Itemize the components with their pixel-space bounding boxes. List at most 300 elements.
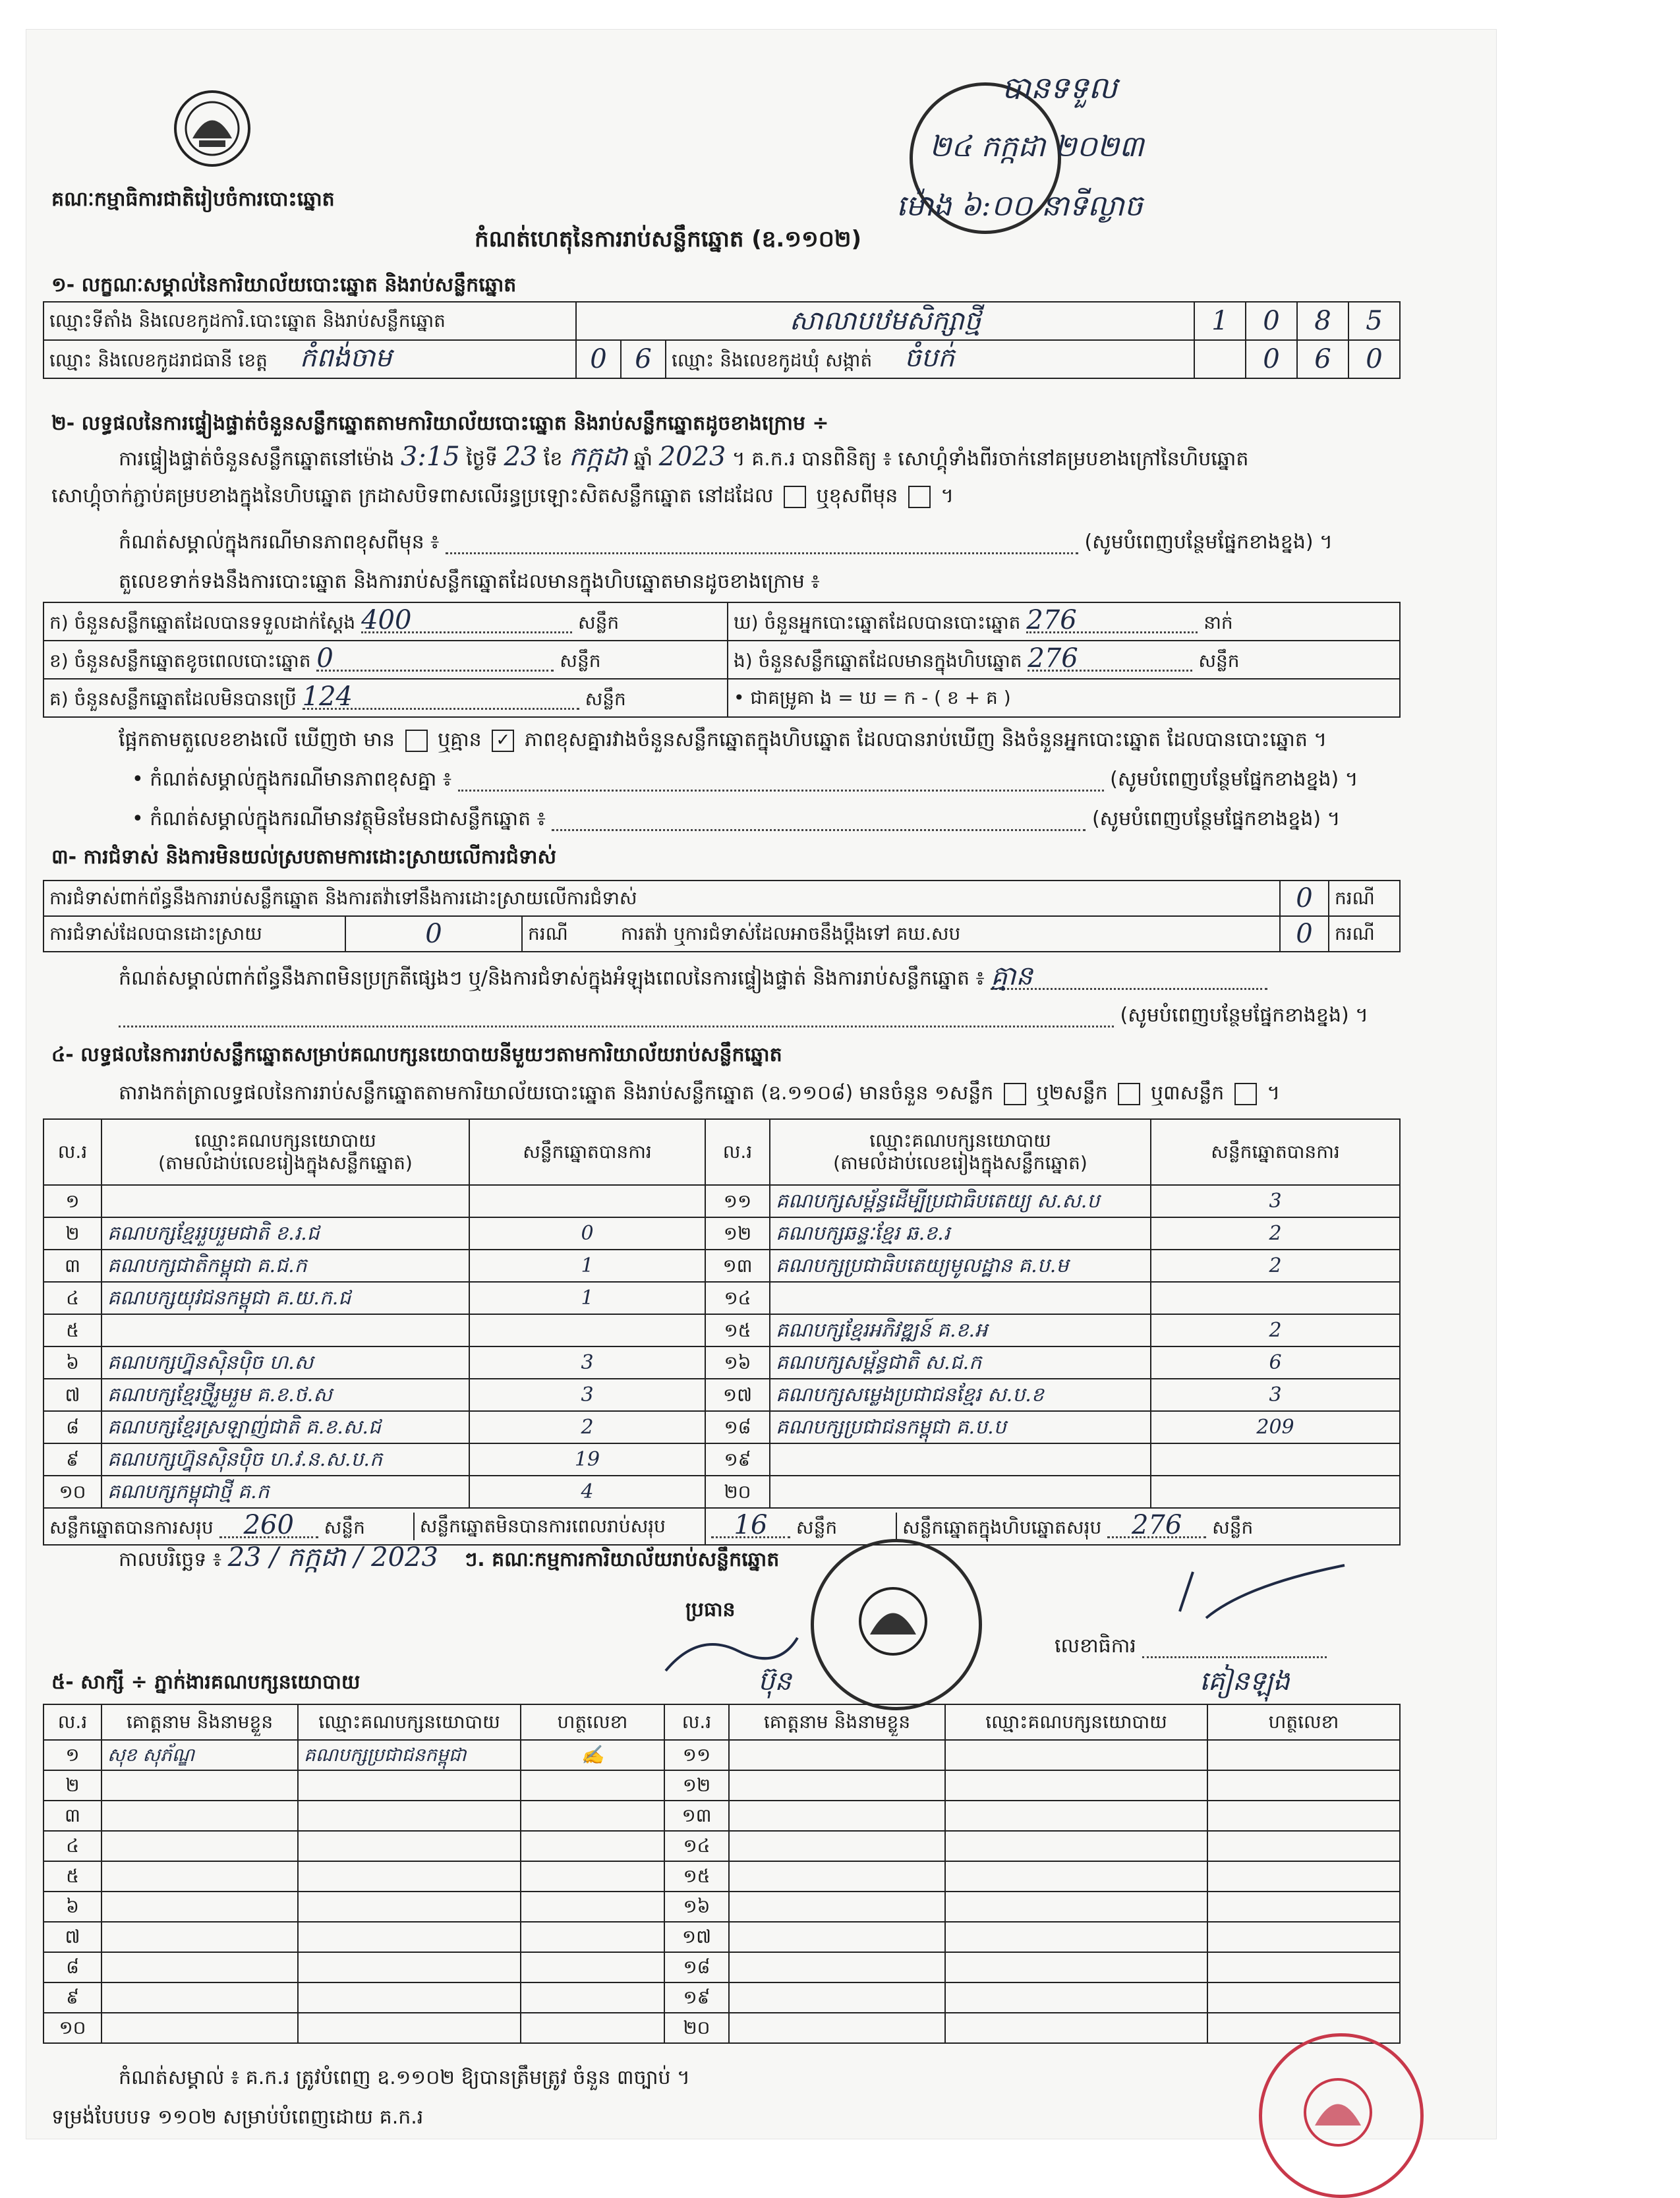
col-votes: សន្លឹកឆ្នោតបានការ (469, 1119, 705, 1185)
sign-date (119, 1542, 780, 1573)
count-left-cell (43, 641, 728, 679)
commune-code-digit: 0 (1246, 340, 1297, 378)
party-row (43, 1411, 1400, 1443)
count-label: ង) ចំនួនសន្លឹកឆ្នោតដែលមានក្នុងហិបឆ្នោត (734, 650, 1022, 672)
witness-signature[interactable] (1207, 1770, 1400, 1801)
w-col-name: គោត្តនាម និងនាមខ្លួន (729, 1704, 945, 1740)
party-name (770, 1282, 1151, 1314)
witness-name[interactable] (101, 1831, 298, 1861)
witness-signature[interactable] (1207, 1740, 1400, 1770)
witness-name[interactable] (101, 1922, 298, 1952)
witness-name[interactable] (101, 1952, 298, 1982)
vote-count: 6 (1151, 1346, 1400, 1379)
sec1-title: ១- លក្ខណៈសម្គាល់នៃការិយាល័យបោះឆ្នោត និងរាប់សន្លឹកឆ្នោត (51, 274, 517, 297)
witness-row (43, 1982, 1400, 2013)
witness-name[interactable] (101, 1861, 298, 1892)
witness-row (43, 1770, 1400, 1801)
witness-table (43, 1704, 1401, 2044)
col-party-line2: (តាមលំដាប់លេខរៀងក្នុងសន្លឹកឆ្នោត) (158, 1152, 413, 1174)
count-label: ឃ) ចំនួនអ្នកបោះឆ្នោតដែលបានបោះឆ្នោត (734, 612, 1021, 633)
party-row (43, 1185, 1400, 1217)
vote-count: 1 (469, 1250, 705, 1282)
commune-name: ចំបក់ (904, 343, 955, 373)
witness-party[interactable] (945, 1982, 1207, 2013)
form-code: ទម្រង់បែបបទ ១១០២ សម្រាប់បំពេញដោយ គ.ក.រ (51, 2106, 424, 2129)
secretary-signature-icon (1167, 1559, 1351, 1634)
witness-party[interactable] (945, 1922, 1207, 1952)
resolved-count: 0 (345, 916, 522, 952)
witness-signature[interactable]: ✍ (521, 1740, 664, 1770)
party-row (43, 1476, 1400, 1508)
row-number: ១៤ (705, 1282, 770, 1314)
witness-name[interactable] (729, 1831, 945, 1861)
witness-name[interactable] (101, 1892, 298, 1922)
witness-name[interactable] (729, 1922, 945, 1952)
station-code-digit: 0 (1246, 302, 1297, 340)
party-row (43, 1346, 1400, 1379)
vote-count: 19 (469, 1443, 705, 1476)
row-number: ៨ (43, 1952, 101, 1982)
commune-code-spacer (1194, 340, 1246, 378)
col-no: ល.រ (705, 1119, 770, 1185)
has-difference-checkbox[interactable] (405, 730, 428, 752)
witness-signature[interactable] (521, 2013, 664, 2043)
witness-row (43, 1861, 1400, 1892)
party-row (43, 1217, 1400, 1250)
count-left-cell (43, 602, 728, 641)
vote-count: 4 (469, 1476, 705, 1508)
bullet1-label: • កំណត់សម្គាល់ក្នុងករណីមានភាពខុសគ្នា ៖ (132, 768, 452, 791)
witness-signature[interactable] (521, 1861, 664, 1892)
sec3-note-line2 (119, 1004, 1368, 1027)
sec2-line2-text: សោហ្គុំចាក់ភ្ជាប់គម្របខាងក្នុងនៃហិបឆ្នោត ក្រដាសបិទពាសលើរន្ធប្រឡោះសិតសន្លឹកឆ្នោត នៅដដែល (51, 484, 774, 507)
three-sheet-label: ឬ៣សន្លឹក (1150, 1082, 1225, 1105)
row-number: ៩ (43, 1982, 101, 2013)
row-number: ២០ (664, 2013, 729, 2043)
witness-row (43, 1740, 1400, 1770)
based-text-a: ផ្អែកតាមតួលេខខាងលើ ឃើញថា មាន (119, 728, 395, 751)
party-results-table (43, 1118, 1401, 1546)
unit: សន្លឹក (585, 688, 626, 710)
sec2-year-label: ឆ្នាំ (633, 448, 653, 471)
witness-party[interactable] (298, 1770, 521, 1801)
party-name: គណបក្សសម្ព័ន្ធជាតិ ស.ជ.ក (770, 1346, 1151, 1379)
count-label: គ) ចំនួនសន្លឹកឆ្នោតដែលមិនបានប្រើ (49, 688, 297, 710)
row-number: ១២ (664, 1770, 729, 1801)
voters-voted: 276 (1026, 609, 1198, 633)
sec3-note-field[interactable] (119, 1026, 1114, 1027)
witness-party[interactable] (945, 1770, 1207, 1801)
witness-name[interactable] (729, 2013, 945, 2043)
witness-name[interactable] (729, 1861, 945, 1892)
col-party-line2: (តាមលំដាប់លេខរៀងក្នុងសន្លឹកឆ្នោត) (833, 1152, 1087, 1174)
formula-cell: • ជាគម្រូគា ង = ឃ = ក - ( ខ + គ ) (728, 679, 1400, 717)
witness-signature[interactable] (521, 1892, 664, 1922)
witness-name[interactable] (101, 1982, 298, 2013)
verify-month: កក្កដា (569, 442, 627, 472)
row-number: ៦ (43, 1892, 101, 1922)
w-col-party: ឈ្មោះគណបក្សនយោបាយ (945, 1704, 1207, 1740)
col-party (101, 1119, 469, 1185)
total-box-value: 276 (1107, 1514, 1206, 1538)
vote-count: 2 (1151, 1217, 1400, 1250)
bullet2-field[interactable] (552, 829, 1086, 831)
based-text-b: ឬគ្មាន (438, 728, 482, 751)
two-sheet-label: ឬ២សន្លឹក (1036, 1082, 1108, 1105)
witness-signature[interactable] (1207, 1831, 1400, 1861)
totals-right (705, 1508, 1400, 1545)
vote-count: 1 (469, 1282, 705, 1314)
station-name: សាលាបឋមសិក្សាថ្មី (576, 302, 1194, 340)
witness-party[interactable] (298, 1801, 521, 1831)
party-row (43, 1250, 1400, 1282)
sec2-month-label: ខែ (543, 448, 563, 471)
sec3-title: ៣- ការជំទាស់ និងការមិនយល់ស្របតាមការដោះស្រាយលើការជំទាស់ (51, 846, 557, 869)
witness-name[interactable] (101, 2013, 298, 2043)
witness-name[interactable] (729, 1801, 945, 1831)
party-name: គណបក្សប្រជាធិបតេយ្យមូលដ្ឋាន គ.ប.ម (770, 1250, 1151, 1282)
vote-count (1151, 1443, 1400, 1476)
witness-signature[interactable] (1207, 1801, 1400, 1831)
witness-signature[interactable] (521, 1952, 664, 1982)
witness-name[interactable] (729, 1892, 945, 1922)
sec4-intro-text: តារាងកត់ត្រាលទ្ធផលនៃការរាប់សន្លឹកឆ្នោតតាមការិយាល័យបោះឆ្នោត និងរាប់សន្លឹកឆ្នោត (ឧ.១១០៨) មានចំនួន ១សន្លឹក (119, 1082, 994, 1105)
w-col-party: ឈ្មោះគណបក្សនយោបាយ (298, 1704, 521, 1740)
unit: សន្លឹក (1198, 650, 1240, 672)
sec2-note-field[interactable] (446, 552, 1078, 554)
based-text-c: ភាពខុសគ្នារវាងចំនួនសន្លឹកឆ្នោតក្នុងហិបឆ្នោត ដែលបានរាប់ឃើញ និងចំនួនអ្នកបោះឆ្នោត ដែលបានបោះឆ្នោត ។ (524, 728, 1327, 751)
party-row (43, 1379, 1400, 1411)
col-party-line1: ឈ្មោះគណបក្សនយោបាយ (869, 1130, 1051, 1151)
col-party (770, 1119, 1151, 1185)
row-number: ១៣ (705, 1250, 770, 1282)
fill-back-text: (សូមបំពេញបន្ថែមផ្នែកខាងខ្នង) ។ (1091, 807, 1341, 830)
chair-signature-icon (659, 1625, 804, 1687)
unit: សន្លឹក (560, 650, 601, 672)
sec2-count-table (43, 602, 1401, 718)
sec2-or-label: ឬខុសពីមុន (816, 484, 898, 507)
row-number: ១៦ (705, 1346, 770, 1379)
commune-code-digit: 6 (1297, 340, 1348, 378)
row-number: ១០ (43, 2013, 101, 2043)
row-number: ៥ (43, 1861, 101, 1892)
nec-emblem-icon (173, 89, 252, 168)
row-number: ១៣ (664, 1801, 729, 1831)
totals-left (43, 1508, 705, 1545)
witness-party[interactable] (945, 1801, 1207, 1831)
witness-body (43, 1740, 1400, 2043)
sign-org: ៗ. គណៈកម្មការការិយាល័យរាប់សន្លឹកឆ្នោត (464, 1548, 780, 1571)
witness-signature[interactable] (521, 1922, 664, 1952)
witness-signature[interactable] (521, 1801, 664, 1831)
party-name: គណបក្សខ្មែររួបរួមជាតិ ខ.រ.ជ (101, 1217, 469, 1250)
sec2-note (119, 531, 1333, 554)
sec2-note-label: កំណត់សម្គាល់ក្នុងករណីមានភាពខុសពីមុន ៖ (119, 531, 440, 554)
verify-day: 23 (504, 442, 538, 472)
sec2-based (119, 728, 1327, 752)
witness-signature[interactable] (1207, 1982, 1400, 2013)
party-row (43, 1282, 1400, 1314)
row-number: ៧ (43, 1379, 101, 1411)
unit: សន្លឹក (324, 1517, 365, 1538)
secretary-name: គៀនឡុង (1200, 1666, 1290, 1696)
party-row (43, 1443, 1400, 1476)
row-number: ១២ (705, 1217, 770, 1250)
witness-name[interactable] (729, 1740, 945, 1770)
sec3-note-label: កំណត់សម្គាល់ពាក់ព័ន្ធនឹងភាពមិនប្រក្រតីផ្សេងៗ ឬ/និងការជំទាស់ក្នុងអំឡុងពេលនៃការផ្ទៀងផ្ទាត់ និងការរាប់សន្លឹកឆ្នោត ៖ (119, 967, 985, 990)
row-number: ១១ (705, 1185, 770, 1217)
form-sheet (26, 30, 1496, 2139)
date-label: កាលបរិច្ឆេទ ៖ (119, 1548, 222, 1571)
form-title: កំណត់ហេតុនៃការរាប់សន្លឹកឆ្នោត (ឧ.១១០២) (475, 226, 862, 252)
witness-signature[interactable] (521, 1770, 664, 1801)
fill-back-text: (សូមបំពេញបន្ថែមផ្នែកខាងខ្នង) ។ (1120, 1004, 1368, 1027)
vote-count: 2 (469, 1411, 705, 1443)
station-label: ឈ្មោះទីតាំង និងលេខកូដការិ.បោះឆ្នោត និងរាប់សន្លឹកឆ្នោត (43, 302, 576, 340)
count-label: ខ) ចំនួនសន្លឹកឆ្នោតខូចពេលបោះឆ្នោត (49, 650, 311, 672)
sec1-table (43, 301, 1401, 379)
official-stamp-emblem-icon (854, 1582, 933, 1661)
w-col-name: គោត្តនាម និងនាមខ្លួន (101, 1704, 298, 1740)
party-name: គណបក្សជាតិកម្ពុជា គ.ជ.ក (101, 1250, 469, 1282)
station-code-digit: 5 (1348, 302, 1400, 340)
total-valid-value: 260 (219, 1514, 318, 1538)
unit: ករណី (528, 923, 568, 944)
three-sheet-checkbox[interactable] (1234, 1083, 1257, 1105)
row-number: ១១ (664, 1740, 729, 1770)
sec5-title: ៥- សាក្សី ÷ ភ្នាក់ងារគណបក្សនយោបាយ (51, 1671, 361, 1694)
party-name: គណបក្សយុវជនកម្ពុជា គ.យ.ក.ជ (101, 1282, 469, 1314)
complaint-count: 0 (1280, 881, 1329, 916)
secretary-field[interactable] (1142, 1656, 1327, 1658)
red-seal-emblem-icon (1298, 2073, 1377, 2152)
row-number: ១៨ (705, 1411, 770, 1443)
witness-signature[interactable] (1207, 1861, 1400, 1892)
row-number: ១៧ (664, 1922, 729, 1952)
witness-party[interactable] (945, 1861, 1207, 1892)
vote-count (1151, 1282, 1400, 1314)
one-sheet-checkbox[interactable] (1004, 1083, 1026, 1105)
resolved-label: ការជំទាស់ដែលបានដោះស្រាយ (43, 916, 345, 952)
sec2-title: ២- លទ្ធផលនៃការផ្ទៀងផ្ទាត់ចំនួនសន្លឹកឆ្នោតតាមការិយាល័យបោះឆ្នោត និងរាប់សន្លឹកឆ្នោតដូចខាងក្រោម ÷ (51, 412, 829, 435)
commune-code-digit: 0 (1348, 340, 1400, 378)
party-name: គណបក្សកម្ពុជាថ្មី គ.ក (101, 1476, 469, 1508)
witness-name[interactable] (729, 1770, 945, 1801)
province-name: កំពង់ចាម (299, 343, 392, 373)
row-number: ១៥ (705, 1314, 770, 1346)
witness-party[interactable] (298, 2013, 521, 2043)
party-name (101, 1185, 469, 1217)
verify-time: 3:15 (400, 442, 460, 472)
appeal-label: ការតវ៉ា ឬការជំទាស់ដែលអាចនឹងប្តឹងទៅ គឃ.សប (620, 923, 961, 944)
sec2-intro: តួលេខទាក់ទងនឹងការបោះឆ្នោត និងការរាប់សន្លឹកឆ្នោតដែលមានក្នុងហិបឆ្នោតមានដូចខាងក្រោម ៖ (119, 570, 820, 593)
witness-signature[interactable] (1207, 1922, 1400, 1952)
bullet2-label: • កំណត់សម្គាល់ក្នុងករណីមានវត្ថុមិនមែនជាសន្លឹកឆ្នោត ៖ (132, 807, 546, 830)
row-number: ១៨ (664, 1952, 729, 1982)
col-party-line1: ឈ្មោះគណបក្សនយោបាយ (194, 1130, 376, 1151)
vote-count: 3 (469, 1346, 705, 1379)
sec2-bullet2 (132, 807, 1340, 831)
unused-ballots: 124 (303, 685, 579, 710)
fill-back-text: (សូមបំពេញបន្ថែមផ្នែកខាងខ្នង) ។ (1110, 768, 1358, 791)
sec2-bullet1 (132, 768, 1358, 792)
col-votes: សន្លឹកឆ្នោតបានការ (1151, 1119, 1400, 1185)
vote-count (469, 1185, 705, 1217)
complaint-label: ការជំទាស់ពាក់ព័ន្ធនឹងការរាប់សន្លឹកឆ្នោត និងការតវ៉ាទៅនឹងការដោះស្រាយលើការជំទាស់ (43, 881, 1280, 916)
total-invalid-value-cell (706, 1510, 896, 1540)
committee-name: គណៈកម្មាធិការជាតិរៀបចំការបោះឆ្នោត (51, 188, 335, 211)
party-name (770, 1476, 1151, 1508)
witness-row (43, 1831, 1400, 1861)
total-invalid-value: 16 (711, 1514, 790, 1538)
witness-party[interactable] (298, 1982, 521, 2013)
chair-label: ប្រធាន (685, 1598, 736, 1621)
count-left-cell (43, 679, 728, 717)
station-code-digit: 8 (1297, 302, 1348, 340)
secretary-label: លេខាធិការ (1055, 1634, 1136, 1658)
vote-count: 0 (469, 1217, 705, 1250)
w-col-no: ល.រ (664, 1704, 729, 1740)
footnote: កំណត់សម្គាល់ ៖ គ.ក.រ ត្រូវបំពេញ ឧ.១១០២ ឱ្យបានត្រឹមត្រូវ ចំនួន ៣ច្បាប់ ។ (119, 2066, 690, 2089)
no-difference-checkbox[interactable]: ✓ (492, 730, 514, 752)
witness-party[interactable] (298, 1952, 521, 1982)
witness-name[interactable] (729, 1952, 945, 1982)
two-sheet-checkbox[interactable] (1118, 1083, 1140, 1105)
row-number: ១៤ (664, 1831, 729, 1861)
unit: នាក់ (1203, 612, 1233, 633)
province-code-digit: 0 (576, 340, 621, 378)
appeal-count: 0 (1280, 916, 1329, 952)
unit: ករណី (1329, 881, 1400, 916)
col-no: ល.រ (43, 1119, 101, 1185)
vote-count: 3 (1151, 1185, 1400, 1217)
witness-row (43, 1952, 1400, 1982)
vote-count: 3 (469, 1379, 705, 1411)
sec2-day-label: ថ្ងៃទី (466, 448, 498, 471)
vote-count (469, 1314, 705, 1346)
party-name: គណបក្សហ្វ៊ុនស៊ិនប៉ិច ហ.ស (101, 1346, 469, 1379)
vote-count (1151, 1476, 1400, 1508)
vote-count: 3 (1151, 1379, 1400, 1411)
row-number: ៣ (43, 1250, 101, 1282)
witness-row (43, 1922, 1400, 1952)
row-number: ២០ (705, 1476, 770, 1508)
party-name: គណបក្សសម្លេងប្រជាជនខ្មែរ ស.ប.ខ (770, 1379, 1151, 1411)
row-number: ១៩ (664, 1982, 729, 2013)
province-label: ឈ្មោះ និងលេខកូដរាជធានី ខេត្ត (49, 349, 268, 371)
row-number: ១៦ (664, 1892, 729, 1922)
receipt-line1: បានទទួល (1002, 70, 1118, 105)
witness-signature[interactable] (1207, 1892, 1400, 1922)
vote-count: 2 (1151, 1250, 1400, 1282)
date-value: 23 / កក្កដា / 2023 (227, 1542, 438, 1573)
sec2-line2: សោហ្គុំចាក់ភ្ជាប់គម្របខាងក្នុងនៃហិបឆ្នោត ក្រដាសបិទពាសលើរន្ធប្រឡោះសិតសន្លឹកឆ្នោត នៅដដែល ឬខុសពីមុន ។ (51, 484, 954, 507)
row-number: ៦ (43, 1346, 101, 1379)
row-number: ៨ (43, 1411, 101, 1443)
total-invalid-label: សន្លឹកឆ្នោតមិនបានការពេលរាប់សរុប (419, 1515, 666, 1537)
different-checkbox[interactable] (908, 486, 931, 508)
witness-party[interactable] (945, 1952, 1207, 1982)
witness-party[interactable] (945, 2013, 1207, 2043)
party-name (101, 1314, 469, 1346)
witness-name[interactable]: សុខ សុភ័ណ្ឌ (101, 1740, 298, 1770)
witness-row (43, 1801, 1400, 1831)
witness-name[interactable] (101, 1801, 298, 1831)
row-number: ៤ (43, 1282, 101, 1314)
unit: សន្លឹក (796, 1517, 838, 1538)
row-number: ៤ (43, 1831, 101, 1861)
sec3-table (43, 880, 1401, 952)
vote-count: 209 (1151, 1411, 1400, 1443)
row-number: ១ (43, 1740, 101, 1770)
vote-count: 2 (1151, 1314, 1400, 1346)
same-checkbox[interactable] (784, 486, 806, 508)
row-number: ២ (43, 1217, 101, 1250)
resolved-unit (522, 916, 1280, 952)
total-valid-cell (44, 1510, 414, 1540)
station-code-digit: 1 (1194, 302, 1246, 340)
witness-party[interactable] (298, 1892, 521, 1922)
province-row (43, 340, 576, 378)
witness-name[interactable] (729, 1982, 945, 2013)
commune-cell (666, 340, 1194, 378)
witness-row (43, 2013, 1400, 2043)
row-number: ១ (43, 1185, 101, 1217)
total-invalid-cell (414, 1513, 705, 1540)
witness-row (43, 1892, 1400, 1922)
witness-party[interactable] (298, 1922, 521, 1952)
party-name: គណបក្សសម្ព័ន្ធដើម្បីប្រជាធិបតេយ្យ ស.ស.ប (770, 1185, 1151, 1217)
w-col-no: ល.រ (43, 1704, 101, 1740)
party-name: គណបក្សប្រជាជនកម្ពុជា គ.ប.ប (770, 1411, 1151, 1443)
row-number: ៧ (43, 1922, 101, 1952)
unit: សន្លឹក (1212, 1517, 1254, 1538)
witness-name[interactable] (101, 1770, 298, 1801)
witness-party[interactable]: គណបក្សប្រជាជនកម្ពុជា (298, 1740, 521, 1770)
sec4-title: ៤- លទ្ធផលនៃការរាប់សន្លឹកឆ្នោតសម្រាប់គណបក្សនយោបាយនីមួយៗតាមការិយាល័យរាប់សន្លឹកឆ្នោត (51, 1043, 782, 1066)
row-number: ១៧ (705, 1379, 770, 1411)
party-name: គណបក្សខ្មែរថ្មីរួមរួម គ.ខ.ថ.ស (101, 1379, 469, 1411)
witness-signature[interactable] (521, 1982, 664, 2013)
row-number: ៥ (43, 1314, 101, 1346)
sec2-line1-text: ការផ្ទៀងផ្ទាត់ចំនួនសន្លឹកឆ្នោតនៅម៉ោង (119, 448, 395, 471)
bullet1-field[interactable] (458, 790, 1104, 792)
witness-party[interactable] (298, 1861, 521, 1892)
fill-back-text: (សូមបំពេញបន្ថែមផ្នែកខាងខ្នង) ។ (1084, 531, 1333, 554)
count-right-cell (728, 641, 1400, 679)
commune-label: ឈ្មោះ និងលេខកូដឃុំ សង្កាត់ (672, 349, 873, 371)
sec3-note-value: គ្មាន (991, 964, 1267, 990)
witness-signature[interactable] (521, 1831, 664, 1861)
party-name (770, 1443, 1151, 1476)
total-box-cell (896, 1510, 1399, 1540)
row-number: ១៥ (664, 1861, 729, 1892)
province-code-digit: 6 (621, 340, 666, 378)
chair-signature: ប៊ុន (758, 1666, 792, 1696)
witness-party[interactable] (945, 1831, 1207, 1861)
receipt-line3: ម៉ោង ៦:០០ នាទីល្ងាច (896, 189, 1143, 223)
sec3-note (119, 961, 1267, 991)
party-name: គណបក្សខ្មែរស្រឡាញ់ជាតិ គ.ខ.ស.ជ (101, 1411, 469, 1443)
sec2-line1-rest: ។ គ.ក.រ បានពិនិត្យ ៖ សោហ្គុំទាំងពីរចាក់នៅគម្របខាងក្រៅនៃហិបឆ្នោត (732, 448, 1249, 471)
witness-party[interactable] (298, 1831, 521, 1861)
witness-party[interactable] (945, 1740, 1207, 1770)
total-box-label: សន្លឹកឆ្នោតក្នុងហិបឆ្នោតសរុប (902, 1517, 1102, 1538)
receipt-line2: ២៤ កក្កដា ២០២៣ (929, 130, 1144, 163)
witness-party[interactable] (945, 1892, 1207, 1922)
witness-signature[interactable] (1207, 1952, 1400, 1982)
row-number: ២ (43, 1770, 101, 1801)
